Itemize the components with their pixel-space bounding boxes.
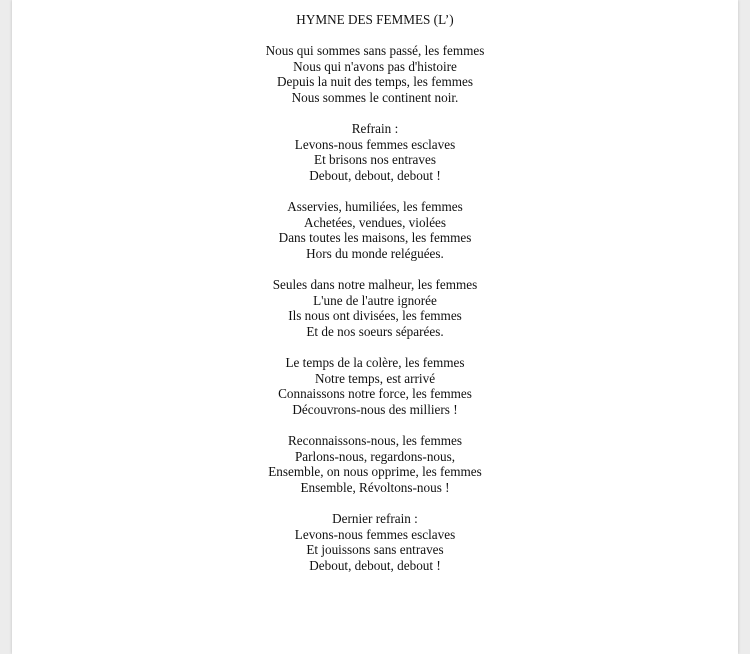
poem-line: Dans toutes les maisons, les femmes	[278, 230, 472, 246]
stanza	[12, 43, 738, 105]
refrain-heading: Refrain :	[351, 121, 399, 137]
poem-line: Parlons-nous, regardons-nous,	[294, 448, 456, 464]
stanza	[12, 355, 738, 417]
final-refrain-stanza	[12, 511, 738, 573]
poem-content	[12, 12, 738, 573]
poem-line: Découvrons-nous des milliers !	[292, 401, 458, 417]
poem-line: Levons-nous femmes esclaves	[294, 526, 456, 542]
poem-line: Ensemble, on nous opprime, les femmes	[268, 464, 482, 480]
poem-line: Nous sommes le continent noir.	[291, 89, 459, 105]
poem-line: Depuis la nuit des temps, les femmes	[277, 74, 473, 90]
stanza	[12, 277, 738, 339]
poem-title: HYMNE DES FEMMES (L’)	[296, 12, 454, 27]
poem-line: Ensemble, Révoltons-nous !	[300, 479, 450, 495]
poem-line: Debout, debout, debout !	[309, 167, 441, 183]
poem-line: L'une de l'autre ignorée	[313, 292, 437, 308]
poem-line: Seules dans notre malheur, les femmes	[272, 277, 478, 293]
poem-line: Nous qui sommes sans passé, les femmes	[265, 43, 485, 59]
poem-line: Asservies, humiliées, les femmes	[287, 199, 463, 215]
poem-line: Achetées, vendues, violées	[303, 214, 447, 230]
poem-line: Et brisons nos entraves	[314, 152, 436, 168]
stanza	[12, 199, 738, 261]
poem-line: Reconnaissons-nous, les femmes	[288, 433, 462, 449]
poem-line: Notre temps, est arrivé	[314, 370, 436, 386]
poem-line: Le temps de la colère, les femmes	[285, 355, 465, 371]
poem-line: Levons-nous femmes esclaves	[294, 136, 456, 152]
poem-line: Et jouissons sans entraves	[306, 542, 444, 558]
poem-line: Hors du monde reléguées.	[306, 245, 444, 261]
refrain-heading: Dernier refrain :	[332, 511, 418, 526]
document-page	[12, 0, 738, 654]
poem-line: Connaissons notre force, les femmes	[278, 386, 472, 402]
poem-line: Debout, debout, debout !	[309, 557, 441, 573]
poem-line: Ils nous ont divisées, les femmes	[288, 308, 462, 324]
stanza	[12, 433, 738, 495]
poem-line: Et de nos soeurs séparées.	[306, 323, 444, 339]
refrain-stanza	[12, 121, 738, 183]
poem-line: Nous qui n'avons pas d'histoire	[293, 58, 457, 74]
